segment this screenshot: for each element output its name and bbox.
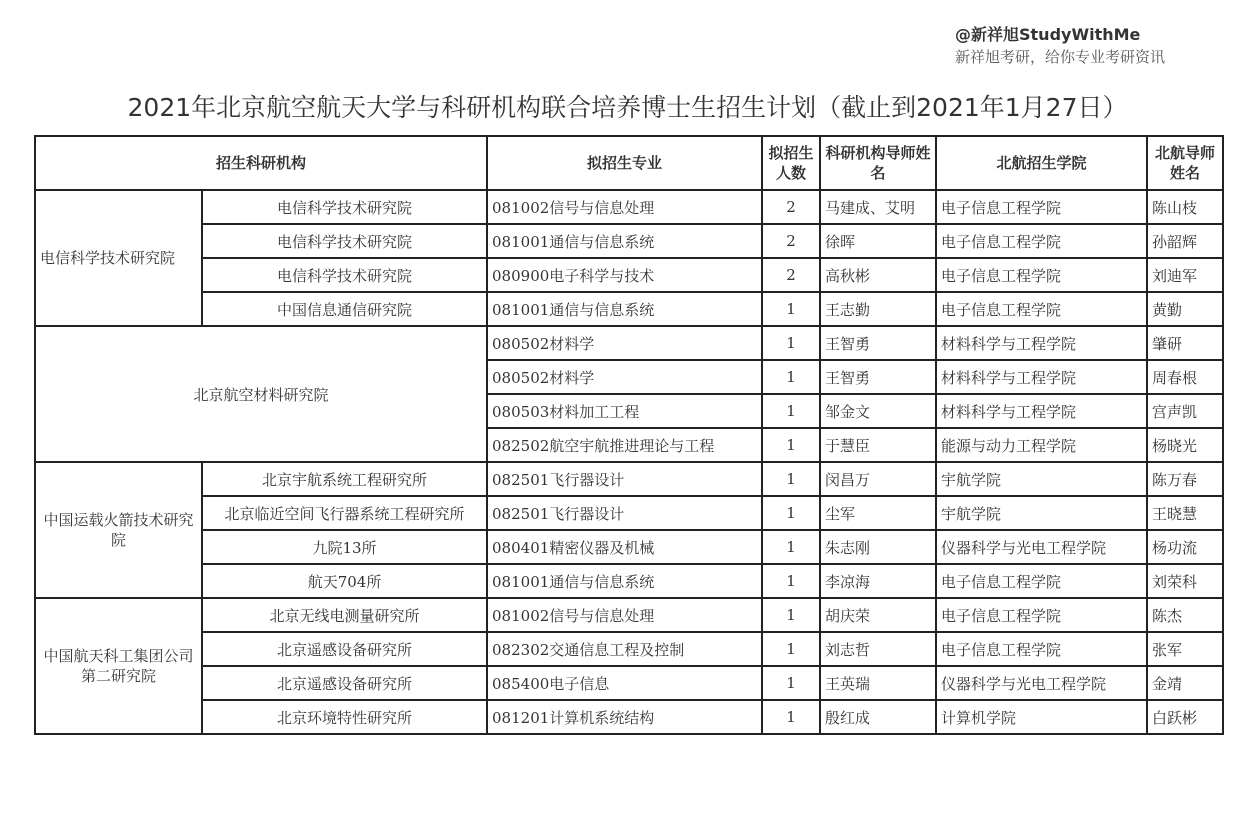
group-name: 电信科学技术研究院 — [35, 190, 202, 326]
buaa-advisor-cell: 白跃彬 — [1147, 700, 1223, 734]
header-institution: 招生科研机构 — [35, 136, 487, 190]
table-row — [35, 496, 1223, 530]
major-cell: 081002信号与信息处理 — [487, 190, 762, 224]
inst-advisor-cell: 朱志刚 — [820, 530, 936, 564]
major-cell: 080503材料加工工程 — [487, 394, 762, 428]
major-cell: 080900电子科学与技术 — [487, 258, 762, 292]
inst-advisor-cell: 胡庆荣 — [820, 598, 936, 632]
watermark-tagline: 新祥旭考研，给你专业考研资讯 — [955, 48, 1166, 66]
major-cell: 081001通信与信息系统 — [487, 224, 762, 258]
college-cell: 电子信息工程学院 — [936, 258, 1147, 292]
college-cell: 宇航学院 — [936, 496, 1147, 530]
major-cell: 082501飞行器设计 — [487, 496, 762, 530]
page-title: 2021年北京航空航天大学与科研机构联合培养博士生招生计划（截止到2021年1月27日） — [127, 93, 1128, 122]
buaa-advisor-cell: 孙韶辉 — [1147, 224, 1223, 258]
buaa-advisor-cell: 杨功流 — [1147, 530, 1223, 564]
buaa-advisor-cell: 张军 — [1147, 632, 1223, 666]
inst-advisor-cell: 王英瑞 — [820, 666, 936, 700]
major-cell: 081001通信与信息系统 — [487, 292, 762, 326]
buaa-advisor-cell: 刘迪军 — [1147, 258, 1223, 292]
unit-cell: 中国信息通信研究院 — [202, 292, 487, 326]
unit-cell: 电信科学技术研究院 — [202, 190, 487, 224]
buaa-advisor-cell: 王晓慧 — [1147, 496, 1223, 530]
count-cell: 1 — [762, 598, 820, 632]
count-cell: 1 — [762, 326, 820, 360]
table-header-row — [35, 136, 1223, 190]
unit-cell: 北京无线电测量研究所 — [202, 598, 487, 632]
group-name: 中国运载火箭技术研究院 — [35, 462, 202, 598]
buaa-advisor-cell: 陈山枝 — [1147, 190, 1223, 224]
inst-advisor-cell: 刘志哲 — [820, 632, 936, 666]
buaa-advisor-cell: 金靖 — [1147, 666, 1223, 700]
count-cell: 1 — [762, 360, 820, 394]
table-row — [35, 326, 1223, 360]
college-cell: 材料科学与工程学院 — [936, 326, 1147, 360]
count-cell: 1 — [762, 496, 820, 530]
table-row — [35, 292, 1223, 326]
major-cell: 080502材料学 — [487, 326, 762, 360]
count-cell: 1 — [762, 632, 820, 666]
count-cell: 1 — [762, 394, 820, 428]
major-cell: 082302交通信息工程及控制 — [487, 632, 762, 666]
table-row — [35, 190, 1223, 224]
buaa-advisor-cell: 刘荣科 — [1147, 564, 1223, 598]
unit-cell: 北京遥感设备研究所 — [202, 666, 487, 700]
buaa-advisor-cell: 周春根 — [1147, 360, 1223, 394]
table-row — [35, 224, 1223, 258]
table-row — [35, 666, 1223, 700]
major-cell: 080401精密仪器及机械 — [487, 530, 762, 564]
count-cell: 1 — [762, 666, 820, 700]
college-cell: 材料科学与工程学院 — [936, 394, 1147, 428]
buaa-advisor-cell: 肇研 — [1147, 326, 1223, 360]
header-count: 拟招生人数 — [762, 136, 820, 190]
college-cell: 电子信息工程学院 — [936, 224, 1147, 258]
header-college: 北航招生学院 — [936, 136, 1147, 190]
table-row — [35, 462, 1223, 496]
inst-advisor-cell: 王志勤 — [820, 292, 936, 326]
major-cell: 081001通信与信息系统 — [487, 564, 762, 598]
header-major: 拟招生专业 — [487, 136, 762, 190]
count-cell: 1 — [762, 700, 820, 734]
inst-advisor-cell: 邹金文 — [820, 394, 936, 428]
enrollment-table — [34, 135, 1224, 735]
college-cell: 材料科学与工程学院 — [936, 360, 1147, 394]
table-row — [35, 564, 1223, 598]
table-row — [35, 632, 1223, 666]
header-inst-advisor: 科研机构导师姓名 — [820, 136, 936, 190]
buaa-advisor-cell: 陈万春 — [1147, 462, 1223, 496]
buaa-advisor-cell: 黄勤 — [1147, 292, 1223, 326]
buaa-advisor-cell: 宫声凯 — [1147, 394, 1223, 428]
unit-cell: 北京临近空间飞行器系统工程研究所 — [202, 496, 487, 530]
table-row — [35, 598, 1223, 632]
table-row — [35, 530, 1223, 564]
table-row — [35, 700, 1223, 734]
inst-advisor-cell: 王智勇 — [820, 360, 936, 394]
college-cell: 仪器科学与光电工程学院 — [936, 666, 1147, 700]
count-cell: 1 — [762, 292, 820, 326]
college-cell: 仪器科学与光电工程学院 — [936, 530, 1147, 564]
major-cell: 085400电子信息 — [487, 666, 762, 700]
inst-advisor-cell: 尘军 — [820, 496, 936, 530]
major-cell: 082501飞行器设计 — [487, 462, 762, 496]
unit-cell: 九院13所 — [202, 530, 487, 564]
college-cell: 能源与动力工程学院 — [936, 428, 1147, 462]
count-cell: 1 — [762, 462, 820, 496]
inst-advisor-cell: 马建成、艾明 — [820, 190, 936, 224]
buaa-advisor-cell: 陈杰 — [1147, 598, 1223, 632]
unit-cell: 北京遥感设备研究所 — [202, 632, 487, 666]
major-cell: 081201计算机系统结构 — [487, 700, 762, 734]
count-cell: 1 — [762, 564, 820, 598]
college-cell: 宇航学院 — [936, 462, 1147, 496]
buaa-advisor-cell: 杨晓光 — [1147, 428, 1223, 462]
college-cell: 计算机学院 — [936, 700, 1147, 734]
inst-advisor-cell: 于慧臣 — [820, 428, 936, 462]
inst-advisor-cell: 高秋彬 — [820, 258, 936, 292]
unit-cell: 北京环境特性研究所 — [202, 700, 487, 734]
inst-advisor-cell: 王智勇 — [820, 326, 936, 360]
count-cell: 2 — [762, 258, 820, 292]
unit-cell: 电信科学技术研究院 — [202, 224, 487, 258]
inst-advisor-cell: 徐晖 — [820, 224, 936, 258]
group-name: 中国航天科工集团公司第二研究院 — [35, 598, 202, 734]
group-name: 北京航空材料研究院 — [35, 326, 487, 462]
inst-advisor-cell: 李凉海 — [820, 564, 936, 598]
watermark-handle: @新祥旭StudyWithMe — [955, 25, 1141, 44]
table-row — [35, 258, 1223, 292]
count-cell: 2 — [762, 224, 820, 258]
college-cell: 电子信息工程学院 — [936, 292, 1147, 326]
count-cell: 1 — [762, 530, 820, 564]
count-cell: 2 — [762, 190, 820, 224]
unit-cell: 航天704所 — [202, 564, 487, 598]
college-cell: 电子信息工程学院 — [936, 564, 1147, 598]
college-cell: 电子信息工程学院 — [936, 632, 1147, 666]
college-cell: 电子信息工程学院 — [936, 190, 1147, 224]
college-cell: 电子信息工程学院 — [936, 598, 1147, 632]
inst-advisor-cell: 殷红成 — [820, 700, 936, 734]
count-cell: 1 — [762, 428, 820, 462]
inst-advisor-cell: 闵昌万 — [820, 462, 936, 496]
major-cell: 082502航空宇航推进理论与工程 — [487, 428, 762, 462]
major-cell: 080502材料学 — [487, 360, 762, 394]
header-buaa-advisor: 北航导师姓名 — [1147, 136, 1223, 190]
unit-cell: 电信科学技术研究院 — [202, 258, 487, 292]
unit-cell: 北京宇航系统工程研究所 — [202, 462, 487, 496]
major-cell: 081002信号与信息处理 — [487, 598, 762, 632]
watermark — [955, 24, 1165, 68]
